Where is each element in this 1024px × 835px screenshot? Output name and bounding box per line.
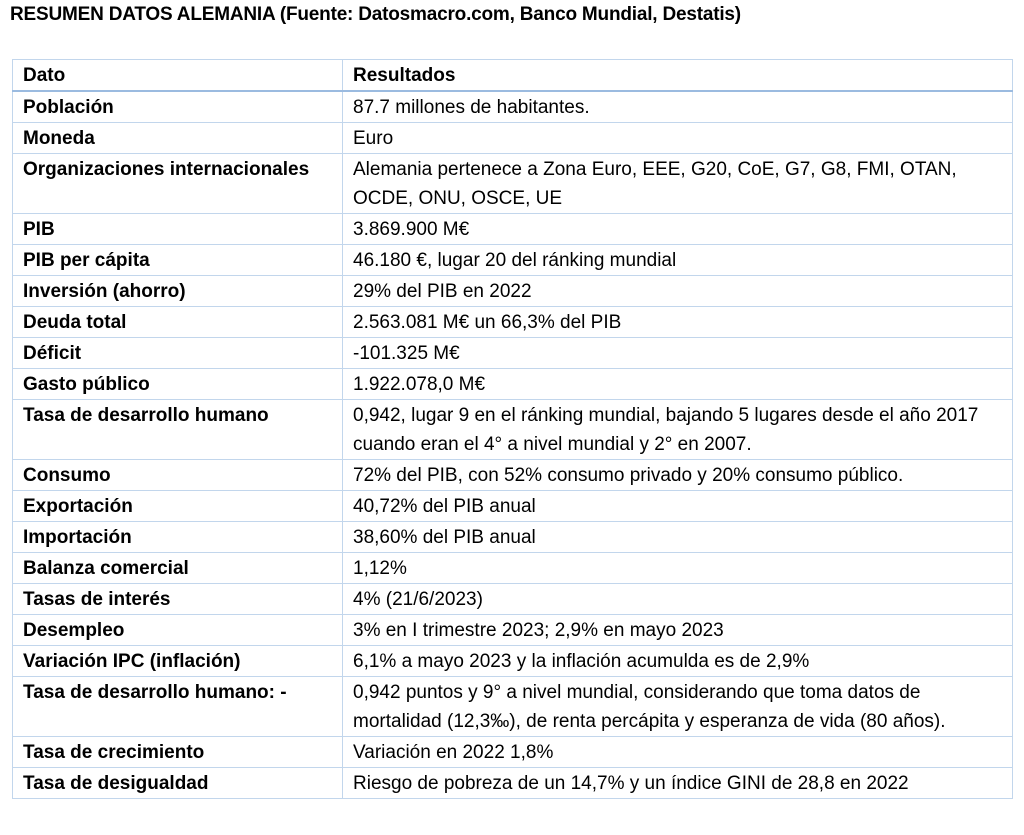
table-header-row (13, 60, 1013, 92)
table-row (13, 615, 1013, 646)
row-value: 3% en I trimestre 2023; 2,9% en mayo 2023 (343, 615, 1013, 646)
row-value: -101.325 M€ (343, 338, 1013, 369)
row-key: Gasto público (13, 369, 343, 400)
table-row (13, 91, 1013, 123)
row-key: Moneda (13, 123, 343, 154)
row-value: 40,72% del PIB anual (343, 491, 1013, 522)
row-value: 1,12% (343, 553, 1013, 584)
row-value: 0,942, lugar 9 en el ránking mundial, bajando 5 lugares desde el año 2017 cuando eran el 4° a nivel mundial y 2° en 2007. (343, 400, 1013, 460)
row-key: Población (13, 91, 343, 123)
row-key: Desempleo (13, 615, 343, 646)
row-value: 29% del PIB en 2022 (343, 276, 1013, 307)
row-key: Balanza comercial (13, 553, 343, 584)
table-row (13, 737, 1013, 768)
table-row (13, 123, 1013, 154)
row-key: PIB per cápita (13, 245, 343, 276)
data-table (12, 59, 1013, 799)
row-value: 72% del PIB, con 52% consumo privado y 20% consumo público. (343, 460, 1013, 491)
table-row (13, 553, 1013, 584)
row-value: 2.563.081 M€ un 66,3% del PIB (343, 307, 1013, 338)
row-key: Déficit (13, 338, 343, 369)
row-value: Riesgo de pobreza de un 14,7% y un índice GINI de 28,8 en 2022 (343, 768, 1013, 799)
row-key: Tasa de desarrollo humano (13, 400, 343, 460)
row-value: 46.180 €, lugar 20 del ránking mundial (343, 245, 1013, 276)
page-title: RESUMEN DATOS ALEMANIA (Fuente: Datosmacro.com, Banco Mundial, Destatis) (10, 4, 741, 25)
header-resultados: Resultados (343, 60, 1013, 92)
row-value: Alemania pertenece a Zona Euro, EEE, G20, CoE, G7, G8, FMI, OTAN, OCDE, ONU, OSCE, UE (343, 154, 1013, 214)
row-key: Tasas de interés (13, 584, 343, 615)
row-key: Importación (13, 522, 343, 553)
table-row (13, 276, 1013, 307)
row-value: Variación en 2022 1,8% (343, 737, 1013, 768)
row-key: Variación IPC (inflación) (13, 646, 343, 677)
row-value: 4% (21/6/2023) (343, 584, 1013, 615)
row-value: 87.7 millones de habitantes. (343, 91, 1013, 123)
row-value: 0,942 puntos y 9° a nivel mundial, considerando que toma datos de mortalidad (12,3‰), de renta percápita y esperanza de vida (80 años). (343, 677, 1013, 737)
row-value: 3.869.900 M€ (343, 214, 1013, 245)
row-key: Consumo (13, 460, 343, 491)
table-row (13, 646, 1013, 677)
row-key: Deuda total (13, 307, 343, 338)
row-key: Tasa de desigualdad (13, 768, 343, 799)
table-row (13, 491, 1013, 522)
table-row (13, 154, 1013, 214)
table-row (13, 677, 1013, 737)
table-row (13, 522, 1013, 553)
row-value: 1.922.078,0 M€ (343, 369, 1013, 400)
row-key: Organizaciones internacionales (13, 154, 343, 214)
header-dato: Dato (13, 60, 343, 92)
row-key: Inversión (ahorro) (13, 276, 343, 307)
table-row (13, 369, 1013, 400)
row-key: Tasa de desarrollo humano: - (13, 677, 343, 737)
table-row (13, 400, 1013, 460)
row-value: 6,1% a mayo 2023 y la inflación acumulda es de 2,9% (343, 646, 1013, 677)
row-key: Tasa de crecimiento (13, 737, 343, 768)
table-row (13, 768, 1013, 799)
row-value: 38,60% del PIB anual (343, 522, 1013, 553)
row-key: Exportación (13, 491, 343, 522)
table-row (13, 460, 1013, 491)
table-row (13, 584, 1013, 615)
table-row (13, 245, 1013, 276)
row-value: Euro (343, 123, 1013, 154)
table-row (13, 338, 1013, 369)
table-row (13, 307, 1013, 338)
row-key: PIB (13, 214, 343, 245)
table-row (13, 214, 1013, 245)
